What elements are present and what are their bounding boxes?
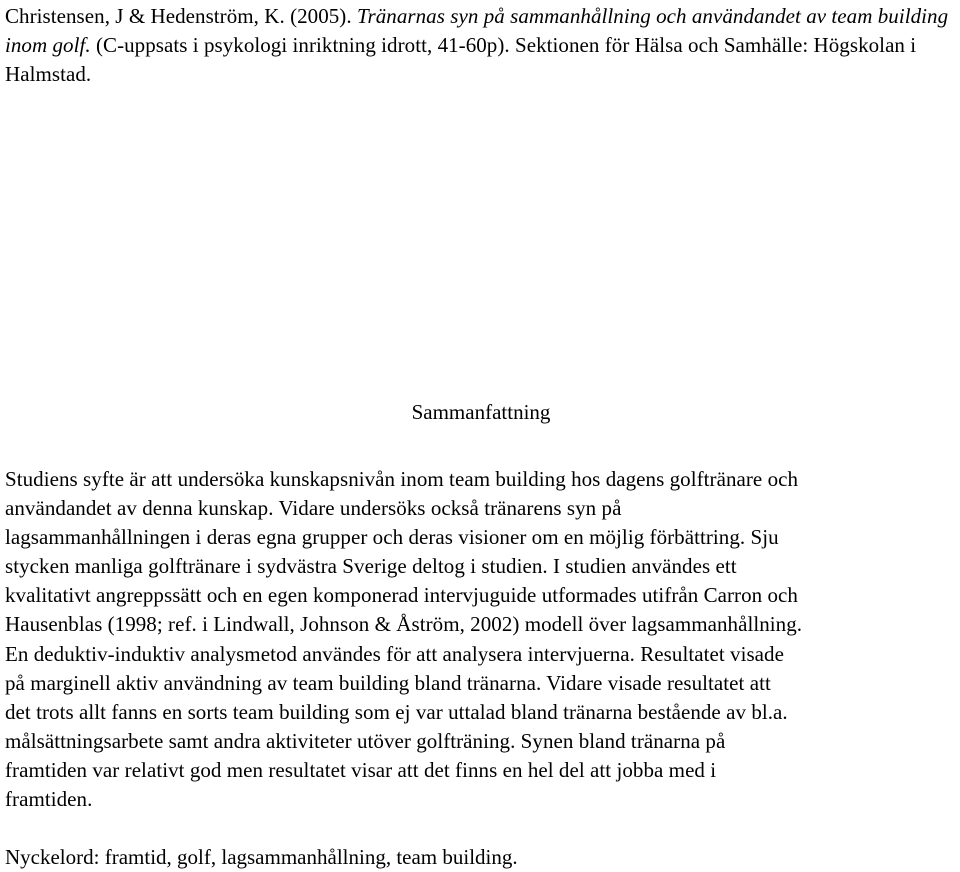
- abstract-line: på marginell aktiv användning av team building bland tränarna. Vidare visade resultatet att: [5, 670, 771, 695]
- abstract-line: målsättningsarbete samt andra aktiviteter utöver golfträning. Synen bland tränarna på: [5, 728, 726, 753]
- abstract-body: [5, 465, 957, 814]
- citation-details: (C-uppsats i psykologi inriktning idrott, 41-60p). Sektionen för Hälsa och Samhälle: Högskolan i Halmstad.: [5, 33, 917, 86]
- abstract-line: det trots allt fanns en sorts team building som ej var uttalad bland tränarna bestående av bl.a.: [5, 699, 788, 724]
- citation-title: Tränarnas syn på sammanhållning och användandet av team building inom golf.: [5, 4, 949, 57]
- abstract-line: användandet av denna kunskap. Vidare undersöks också tränarens syn på: [5, 496, 622, 521]
- abstract-line: Studiens syfte är att undersöka kunskapsnivån inom team building hos dagens golftränare och: [5, 467, 799, 491]
- abstract-line: kvalitativt angreppssätt och en egen komponerad intervjuguide utformades utifrån Carron och: [5, 583, 798, 608]
- abstract-line: lagsammanhållningen i deras egna grupper och deras visioner om en möjlig förbättring. Sju: [5, 525, 779, 550]
- keywords: Nyckelord: framtid, golf, lagsammanhållning, team building.: [5, 845, 518, 869]
- abstract-line: stycken manliga golftränare i sydvästra Sverige deltog i studien. I studien användes ett: [5, 554, 737, 579]
- abstract-heading: Sammanfattning: [411, 400, 551, 424]
- abstract-line: framtiden var relativt god men resultatet visar att det finns en hel del att jobba med i: [5, 757, 717, 782]
- citation-authors: Christensen, J & Hedenström, K. (2005).: [5, 4, 357, 28]
- abstract-line: Hausenblas (1998; ref. i Lindwall, Johnson & Åström, 2002) modell över lagsammanhållning.: [5, 612, 803, 637]
- abstract-line: framtiden.: [5, 787, 93, 812]
- citation: [5, 2, 957, 89]
- abstract-line: En deduktiv-induktiv analysmetod användes för att analysera intervjuerna. Resultatet visade: [5, 641, 784, 666]
